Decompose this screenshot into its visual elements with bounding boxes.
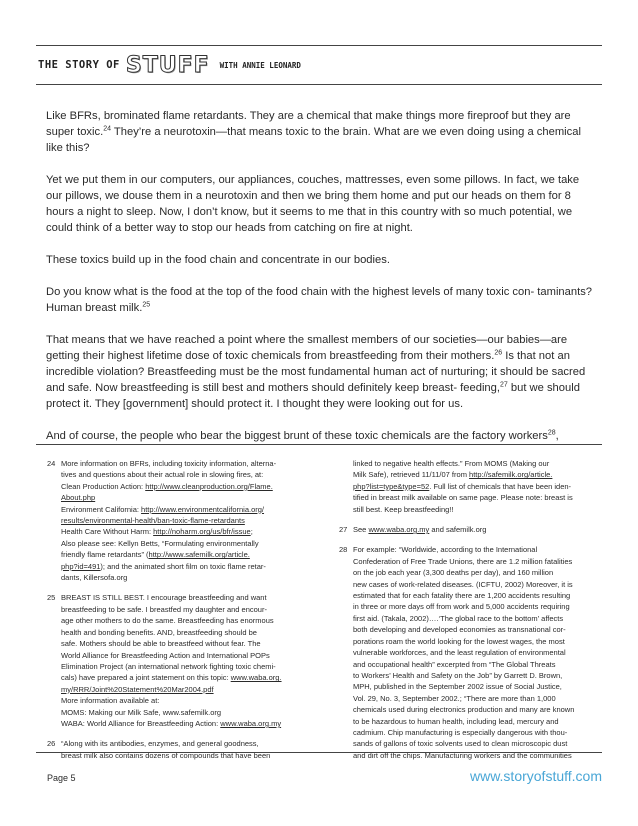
footnote-27: 27 See www.waba.org.my and safemilk.org [339,525,487,535]
link-safemilk-list[interactable]: http://safemilk.org/article. [469,470,553,480]
paragraph-3: These toxics build up in the food chain and concentrate in our bodies. [46,254,390,266]
link-safemilk-article-cont[interactable]: php?id=491 [61,561,101,571]
brand-text-suffix: WITH ANNIE LEONARD [219,60,301,70]
footnote-24: 24 More information on BFRs, including toxicity information, alterna- tives and questions about their actual role in slowing fires, at: Clean Production Action: http://www.cleanproduction.org/Flame. About.php Environment California: http://www.environmentcalifornia.org/ results/environmental-health/ban-toxic-flame-retardants Health Care Without Harm: http://noharm.org/us/bfr/issue; Also please see: Kellyn Betts, “Formulating environmentally friendly flame retardants” (http://www.safemilk.org/article. php?id=491); and the animated short film on toxic flame retar- dants, Killersofa.org [47,458,305,583]
footnote-rule [36,444,602,445]
link-envcalifornia-cont[interactable]: results/environmental-health/ban-toxic-flame-retardants [61,516,245,526]
paragraph-5: That means that we have reached a point where the smallest members of our societies—our babies—are getting their highest lifetime dose of toxic chemicals from breastfeeding from their mothers.$^{26}$ Is that not an incredible violation? Breastfeeding must be the most fundamental human act of nurturing; it should be sacred and safe. Now breastfeeding is still best and mothers should definitely keep breast- feeding,$^{27}$ but we should protect it. They [government] should protect it. I thought they were looking out for us. [46,334,586,410]
link-safemilk-article[interactable]: http://www.safemilk.org/article. [148,550,250,560]
header-rule [36,84,602,85]
link-noharm[interactable]: http://noharm.org/us/bfr/issue [153,527,251,537]
link-cleanproduction[interactable]: http://www.cleanproduction.org/Flame. [145,481,273,491]
paragraph-1: Like BFRs, brominated flame retardants. They are a chemical that make things more fireproof but they are super toxic.$^{24}$ They’re a neurotoxin—that means toxic to the brain. What are we even doing using a chemical like this? [46,110,581,154]
link-waba-statement-cont[interactable]: my/RRR/Joint%20Statement%20Mar2004.pdf [61,684,214,694]
footnotes-left-column [47,458,305,770]
paragraph-6: And of course, the people who bear the biggest brunt of these toxic chemicals are the factory workers$^{28}$, [46,429,559,442]
main-body-text [46,108,594,460]
brand-text-stuff: STUFF [125,52,210,78]
link-waba-statement[interactable]: www.waba.org. [230,673,282,683]
link-waba-27[interactable]: www.waba.org.my [368,525,430,535]
page-footer [47,768,602,784]
link-waba[interactable]: www.waba.org.my [220,718,282,728]
brand-logo [38,52,301,78]
link-cleanproduction-cont[interactable]: About.php [61,493,96,503]
footnote-26: 26 “Along with its antibodies, enzymes, and general goodness, breast milk also contains dozens of compounds that have been [47,739,271,760]
website-link[interactable]: www.storyofstuff.com [469,768,602,784]
footnotes [47,458,597,770]
page-number: Page 5 [47,773,76,783]
link-envcalifornia[interactable]: http://www.environmentcalifornia.org/ [141,504,265,514]
top-rule [36,45,602,46]
paragraph-2: Yet we put them in our computers, our appliances, couches, mattresses, even some pillows. In fact, we take our pillows, we douse them in a neurotoxin and then we bring them home and put our heads on them for 8 hours a night to sleep. Now, I don’t know, but it seems to me that in this country with so much potential, we could think of a better way to stop our heads from catching on fire at night. [46,174,580,234]
footnote-28: 28 For example: “Worldwide, according to the International Confederation of Free Trade Unions, there are 1.2 million fatalities on the job each year (3,300 deaths per day), and 160 million new cases of work-related diseases. (ICFTU, 2002) Moreover, it is estimated that for each fatality there are 1,200 accidents resulting in three or more days off from work and 5,000 accidents requiring first aid. (Takala, 2002)….‘The global race to the bottom’ affects both developing and developed economies as transnational cor- porations roam the world looking for the lowest wages, the most vulnerable workforces, and the least regulation of environmental and occupational health” excerpted from “The Global Threats to Workers’ Health and Safety on the Job” by Garrett D. Brown, MPH, published in the September 2002 issue of Social Justice, Vol. 29, No. 3, September 2002.; “There are more than 1,000 chemicals used during electronics production and many are known to be hazardous to human health, including lead, mercury and cadmium. Chip manufacturing is especially dangerous with thou- sands of gallons of toxic solvents used to clean microscopic dust and dirt off the chips. Manufacturing workers and the communities [339,545,575,760]
footnote-25: 25 BREAST IS STILL BEST. I encourage breastfeeding and want breastfeeding to be safe. I breastfed my daughter and encour- age other mothers to do the same. Breastfeeding has enormous health and bonding benefits. AND, breastfeeding should be safe. Mothers should be able to breastfeed without fear. The World Alliance for Breastfeeding Action and International POPs Elimination Project (an international network fighting toxic chemi- cals) have prepared a joint statement on this topic: www.waba.org. my/RRR/Joint%20Statement%20Mar2004.pdf More information available at: MOMS: Making our Milk Safe, www.safemilk.org WABA: World Alliance for Breastfeeding Action: www.waba.org.my [47,592,305,729]
link-safemilk-list-cont[interactable]: php?list=type&type=52 [353,481,430,491]
footnote-26-continued: linked to negative health effects.” From MOMS (Making our Milk Safe), retrieved 11/11/07 from http://safemilk.org/article. php?list=type&type=52. Full list of chemicals that have been iden- tified in breast milk available on same page. Please note: breast is still best. Keep breastfeeding!! [353,459,573,514]
paragraph-4: Do you know what is the food at the top of the food chain with the highest levels of many toxic con- taminants? Human breast milk.$^{25}$ [46,286,593,314]
brand-text-prefix: THE STORY OF [38,59,120,71]
footnotes-right-column [339,458,597,770]
footer-rule [36,752,602,753]
